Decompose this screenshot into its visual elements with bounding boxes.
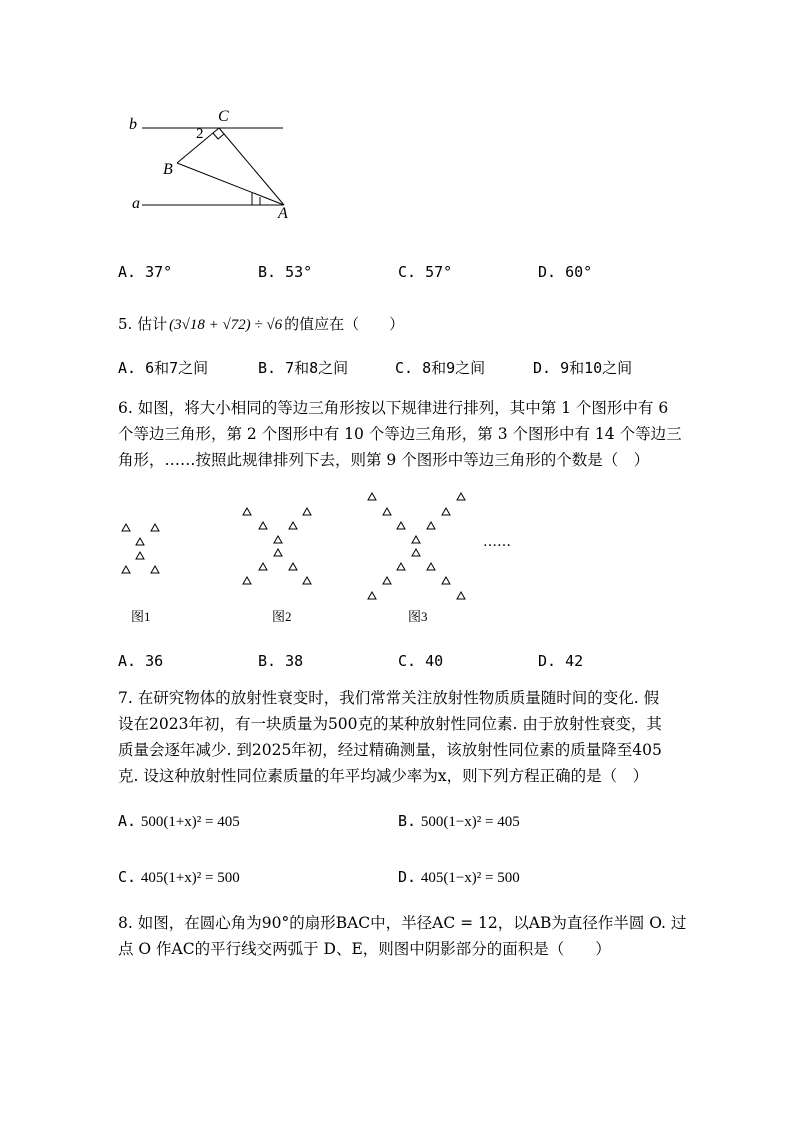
label-A: A [278, 205, 288, 222]
q7-option-c-equation: 405(1+x)² = 500 [140, 870, 240, 886]
triangle-pattern-figures [110, 485, 530, 610]
q8-line-1: 8. 如图，在圆心角为90°的扇形BAC中，半径AC = 12，以AB为直径作半圆 O. 过 [118, 914, 687, 932]
figure-2-triangles [243, 508, 311, 584]
q5-stem [118, 311, 404, 338]
figure-3-triangles [368, 493, 465, 599]
q5-option-c[interactable]: C. 8和9之间 [395, 359, 486, 377]
label-b: b [129, 116, 137, 133]
q7-option-c[interactable] [118, 864, 240, 891]
q5-option-d[interactable]: D. 9和10之间 [533, 359, 633, 377]
segment-BA [177, 163, 284, 205]
q6-line-3: 角形，……按照此规律排列下去，则第 9 个图形中等边三角形的个数是（ ） [118, 451, 650, 469]
q7-option-b[interactable] [398, 808, 520, 835]
q4-option-a[interactable]: A. 37° [118, 263, 173, 281]
q7-option-d-letter: D. [398, 868, 417, 886]
q6-line-1: 6. 如图，将大小相同的等边三角形按以下规律进行排列，其中第 1 个图形中有 6 [118, 399, 669, 417]
q7-option-d[interactable] [398, 864, 520, 891]
q7-line-1: 7. 在研究物体的放射性衰变时，我们常常关注放射性物质质量随时间的变化. 假 [118, 689, 660, 707]
q8-line-2: 点 O 作AC的平行线交两弧于 D、E，则图中阴影部分的面积是（ ） [118, 940, 611, 958]
pattern-ellipsis: …… [483, 534, 511, 550]
q5-option-a[interactable]: A. 6和7之间 [118, 359, 209, 377]
q5-suffix: 的值应在（ ） [284, 315, 405, 333]
label-B: B [163, 161, 173, 178]
q7-line-3: 质量会逐年减少. 到2025年初，经过精确测量，该放射性同位素的质量降至405 [118, 741, 662, 759]
caption-figure-2: 图2 [272, 609, 292, 624]
q6-option-d[interactable]: D. 42 [538, 652, 584, 670]
q7-option-d-equation: 405(1−x)² = 500 [420, 870, 520, 886]
q4-option-b[interactable]: B. 53° [258, 263, 313, 281]
q7-option-a[interactable] [118, 808, 240, 835]
caption-figure-3: 图3 [408, 609, 428, 624]
q5-expression: (3√18 + √72) ÷ √6 [169, 317, 283, 333]
q7-stem [118, 685, 662, 789]
label-C: C [218, 108, 229, 125]
angle-label-2: 2 [196, 126, 204, 142]
q6-option-b[interactable]: B. 38 [258, 652, 304, 670]
caption-figure-1: 图1 [131, 609, 151, 624]
right-angle-mark [213, 133, 224, 139]
q7-line-4: 克. 设这种放射性同位素质量的年平均减少率为x，则下列方程正确的是（ ） [118, 767, 649, 785]
q6-option-c[interactable]: C. 40 [398, 652, 444, 670]
q7-option-b-letter: B. [398, 812, 417, 830]
geometry-figure-lines [120, 105, 300, 230]
figure-1-triangles [122, 524, 159, 573]
q7-option-a-equation: 500(1+x)² = 405 [140, 814, 240, 830]
q4-option-d[interactable]: D. 60° [538, 263, 593, 281]
q4-option-c[interactable]: C. 57° [398, 263, 453, 281]
q7-option-c-letter: C. [118, 868, 137, 886]
q7-line-2: 设在2023年初，有一块质量为500克的某种放射性同位素. 由于放射性衰变，其 [118, 715, 662, 733]
q5-prefix: 5. 估计 [118, 315, 168, 333]
q6-line-2: 个等边三角形，第 2 个图形中有 10 个等边三角形，第 3 个图形中有 14 个等边三 [118, 425, 682, 443]
q5-option-b[interactable]: B. 7和8之间 [258, 359, 349, 377]
q7-option-a-letter: A. [118, 812, 137, 830]
label-a: a [132, 195, 140, 212]
q7-option-b-equation: 500(1−x)² = 405 [420, 814, 520, 830]
q6-stem [118, 395, 682, 473]
q6-option-a[interactable]: A. 36 [118, 652, 164, 670]
q8-stem [118, 910, 686, 962]
